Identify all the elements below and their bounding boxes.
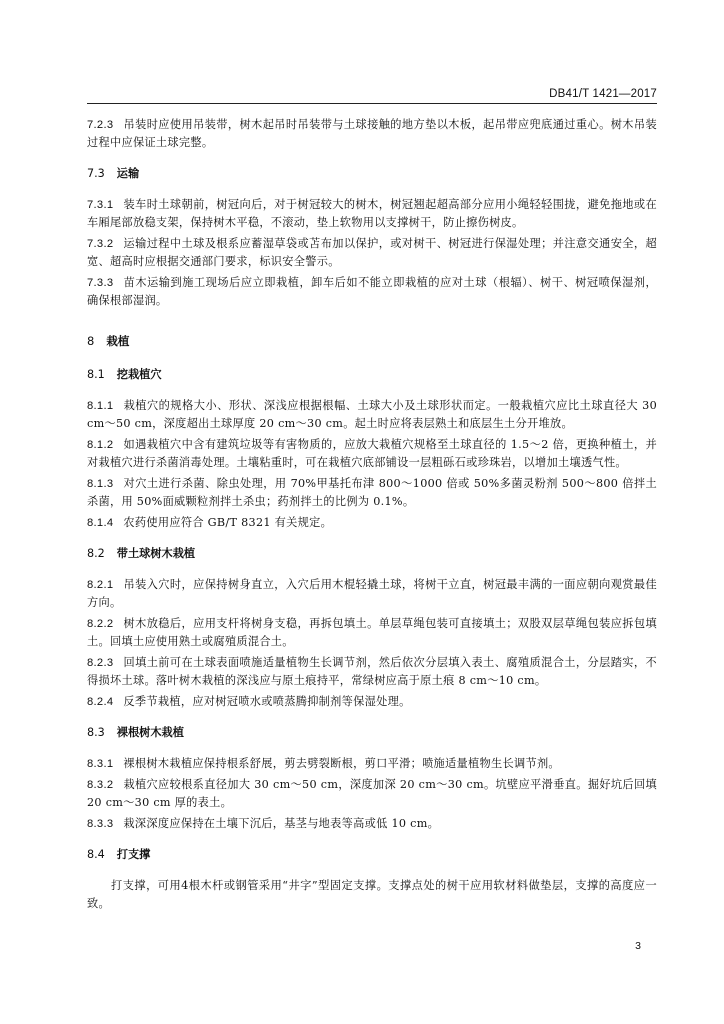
clause-number: 7.3.1 bbox=[87, 199, 114, 211]
heading-text: 栽植 bbox=[106, 334, 130, 348]
clause-number: 8.2.3 bbox=[87, 657, 114, 669]
clause-paragraph bbox=[87, 877, 657, 913]
heading-number: 8.3 bbox=[87, 726, 105, 739]
clause-number: 8.2.4 bbox=[87, 696, 114, 708]
clause-text: 栽植穴应较根系直径加大 30 cm～50 cm，深度加深 20 cm～30 cm。坑壁应平滑垂直。掘好坑后回填 20 cm～30 cm 厚的表土。 bbox=[87, 778, 657, 809]
clause-text: 栽深深度应保持在土壤下沉后，基茎与地表等高或低 10 cm。 bbox=[123, 817, 440, 830]
clause-text: 如遇栽植穴中含有建筑垃圾等有害物质的，应放大栽植穴规格至土球直径的 1.5～2 倍，更换种植土，并对栽植穴进行杀菌消毒处理。土壤粘重时，可在栽植穴底部铺设一层粗砾石或珍珠岩，以增加土壤透气性。 bbox=[87, 438, 657, 469]
clause-paragraph bbox=[87, 235, 657, 271]
clause-number: 7.3.2 bbox=[87, 238, 114, 250]
clause-text: 农药使用应符合 GB/T 8321 有关规定。 bbox=[123, 516, 333, 529]
clause-number: 8.1.3 bbox=[87, 478, 114, 490]
clause-text: 苗木运输到施工现场后应立即栽植，卸车后如不能立即栽植的应对土球（根辐）、树干、树冠喷保湿剂，确保根部湿润。 bbox=[87, 276, 657, 307]
clause-paragraph bbox=[87, 615, 657, 651]
clause-paragraph bbox=[87, 576, 657, 612]
clause-text: 对穴土进行杀菌、除虫处理，用 70%甲基托布津 800～1000 倍或 50%多菌灵粉剂 500～800 倍拌土杀菌，用 50%面威颗粒剂拌土杀虫；药剂拌土的比例为 0.1%。 bbox=[87, 477, 657, 508]
heading-text: 打支撑 bbox=[116, 848, 151, 861]
clause-number: 8.1.4 bbox=[87, 517, 114, 529]
heading-text: 运输 bbox=[116, 167, 140, 180]
clause-paragraph bbox=[87, 475, 657, 511]
clause-number: 8.3.2 bbox=[87, 779, 114, 791]
clause-paragraph bbox=[87, 815, 657, 833]
clause-number: 8.2.1 bbox=[87, 579, 114, 591]
clause-number: 7.2.3 bbox=[87, 119, 114, 131]
heading-text: 裸根树木栽植 bbox=[116, 726, 184, 739]
clause-number: 8.3.3 bbox=[87, 818, 114, 830]
clause-paragraph bbox=[87, 274, 657, 310]
clause-paragraph bbox=[87, 514, 657, 532]
heading-number: 8.1 bbox=[87, 368, 105, 381]
clause-paragraph bbox=[87, 776, 657, 812]
clause-text: 吊装入穴时，应保持树身直立，入穴后用木棍轻撬土球，将树干立直，树冠最丰满的一面应朝向观赏最佳方向。 bbox=[87, 578, 657, 609]
heading-number: 8.2 bbox=[87, 547, 105, 560]
heading-text: 挖栽植穴 bbox=[116, 368, 162, 381]
clause-text: 裸根树木栽植应保持根系舒展，剪去劈裂断根，剪口平滑；喷施适量植物生长调节剂。 bbox=[123, 757, 560, 770]
section-heading bbox=[87, 165, 657, 183]
clause-paragraph bbox=[87, 116, 657, 152]
clause-paragraph bbox=[87, 397, 657, 433]
clause-number: 8.3.1 bbox=[87, 758, 114, 770]
clause-text: 反季节栽植，应对树冠喷水或喷蒸腾抑制剂等保湿处理。 bbox=[123, 695, 411, 708]
standard-code: DB41/T 1421—2017 bbox=[549, 88, 657, 100]
clause-text: 运输过程中土球及根系应蓄湿草袋或苫布加以保护，或对树干、树冠进行保湿处理；并注意交通安全，超宽、超高时应根据交通部门要求，标识安全警示。 bbox=[87, 237, 657, 268]
section-heading bbox=[87, 724, 657, 742]
clause-paragraph bbox=[87, 693, 657, 711]
header-rule bbox=[87, 103, 657, 104]
clause-number: 8.1.1 bbox=[87, 400, 114, 412]
chapter-heading bbox=[87, 332, 657, 350]
heading-text: 带土球树木栽植 bbox=[116, 547, 196, 560]
heading-number: 8 bbox=[87, 334, 95, 348]
clause-paragraph bbox=[87, 654, 657, 690]
section-heading bbox=[87, 846, 657, 864]
clause-number: 8.2.2 bbox=[87, 618, 114, 630]
clause-number: 8.1.2 bbox=[87, 439, 114, 451]
clause-text: 栽植穴的规格大小、形状、深浅应根据根幅、土球大小及土球形状而定。一般栽植穴应比土球直径大 30 cm～50 cm，深度超出土球厚度 20 cm～30 cm。起土时应将表层熟土和底层生土分开堆放。 bbox=[87, 399, 657, 430]
clause-text: 吊装时应使用吊装带，树木起吊时吊装带与土球接触的地方垫以木板，起吊带应兜底通过重心。树木吊装过程中应保证土球完整。 bbox=[87, 118, 657, 149]
section-heading bbox=[87, 545, 657, 563]
clause-paragraph bbox=[87, 436, 657, 472]
heading-number: 8.4 bbox=[87, 848, 105, 861]
clause-paragraph bbox=[87, 755, 657, 773]
clause-text: 装车时土球朝前，树冠向后，对于树冠较大的树木，树冠翘起超高部分应用小绳轻轻围拢，避免拖地或在车厢尾部放稳支架，保持树木平稳，不滚动，垫上软物用以支撑树干，防止擦伤树皮。 bbox=[87, 198, 657, 229]
clause-text: 树木放稳后，应用支杆将树身支稳，再拆包填土。单层草绳包装可直接填土；双股双层草绳包装应拆包填土。回填土应使用熟土或腐殖质混合土。 bbox=[87, 617, 657, 648]
page-number: 3 bbox=[635, 940, 641, 952]
clause-text: 回填土前可在土球表面喷施适量植物生长调节剂，然后依次分层填入表土、腐殖质混合土，分层踏实，不得损坏土球。落叶树木栽植的深浅应与原土痕持平，常绿树应高于原土痕 8 cm～10 cm。 bbox=[87, 656, 657, 687]
document-body bbox=[87, 116, 657, 916]
clause-text: 打支撑，可用4根木杆或钢管采用“井字”型固定支撑。支撑点处的树干应用软材料做垫层，支撑的高度应一致。 bbox=[87, 879, 657, 910]
clause-number: 7.3.3 bbox=[87, 277, 114, 289]
clause-paragraph bbox=[87, 196, 657, 232]
heading-number: 7.3 bbox=[87, 167, 105, 180]
section-heading bbox=[87, 366, 657, 384]
